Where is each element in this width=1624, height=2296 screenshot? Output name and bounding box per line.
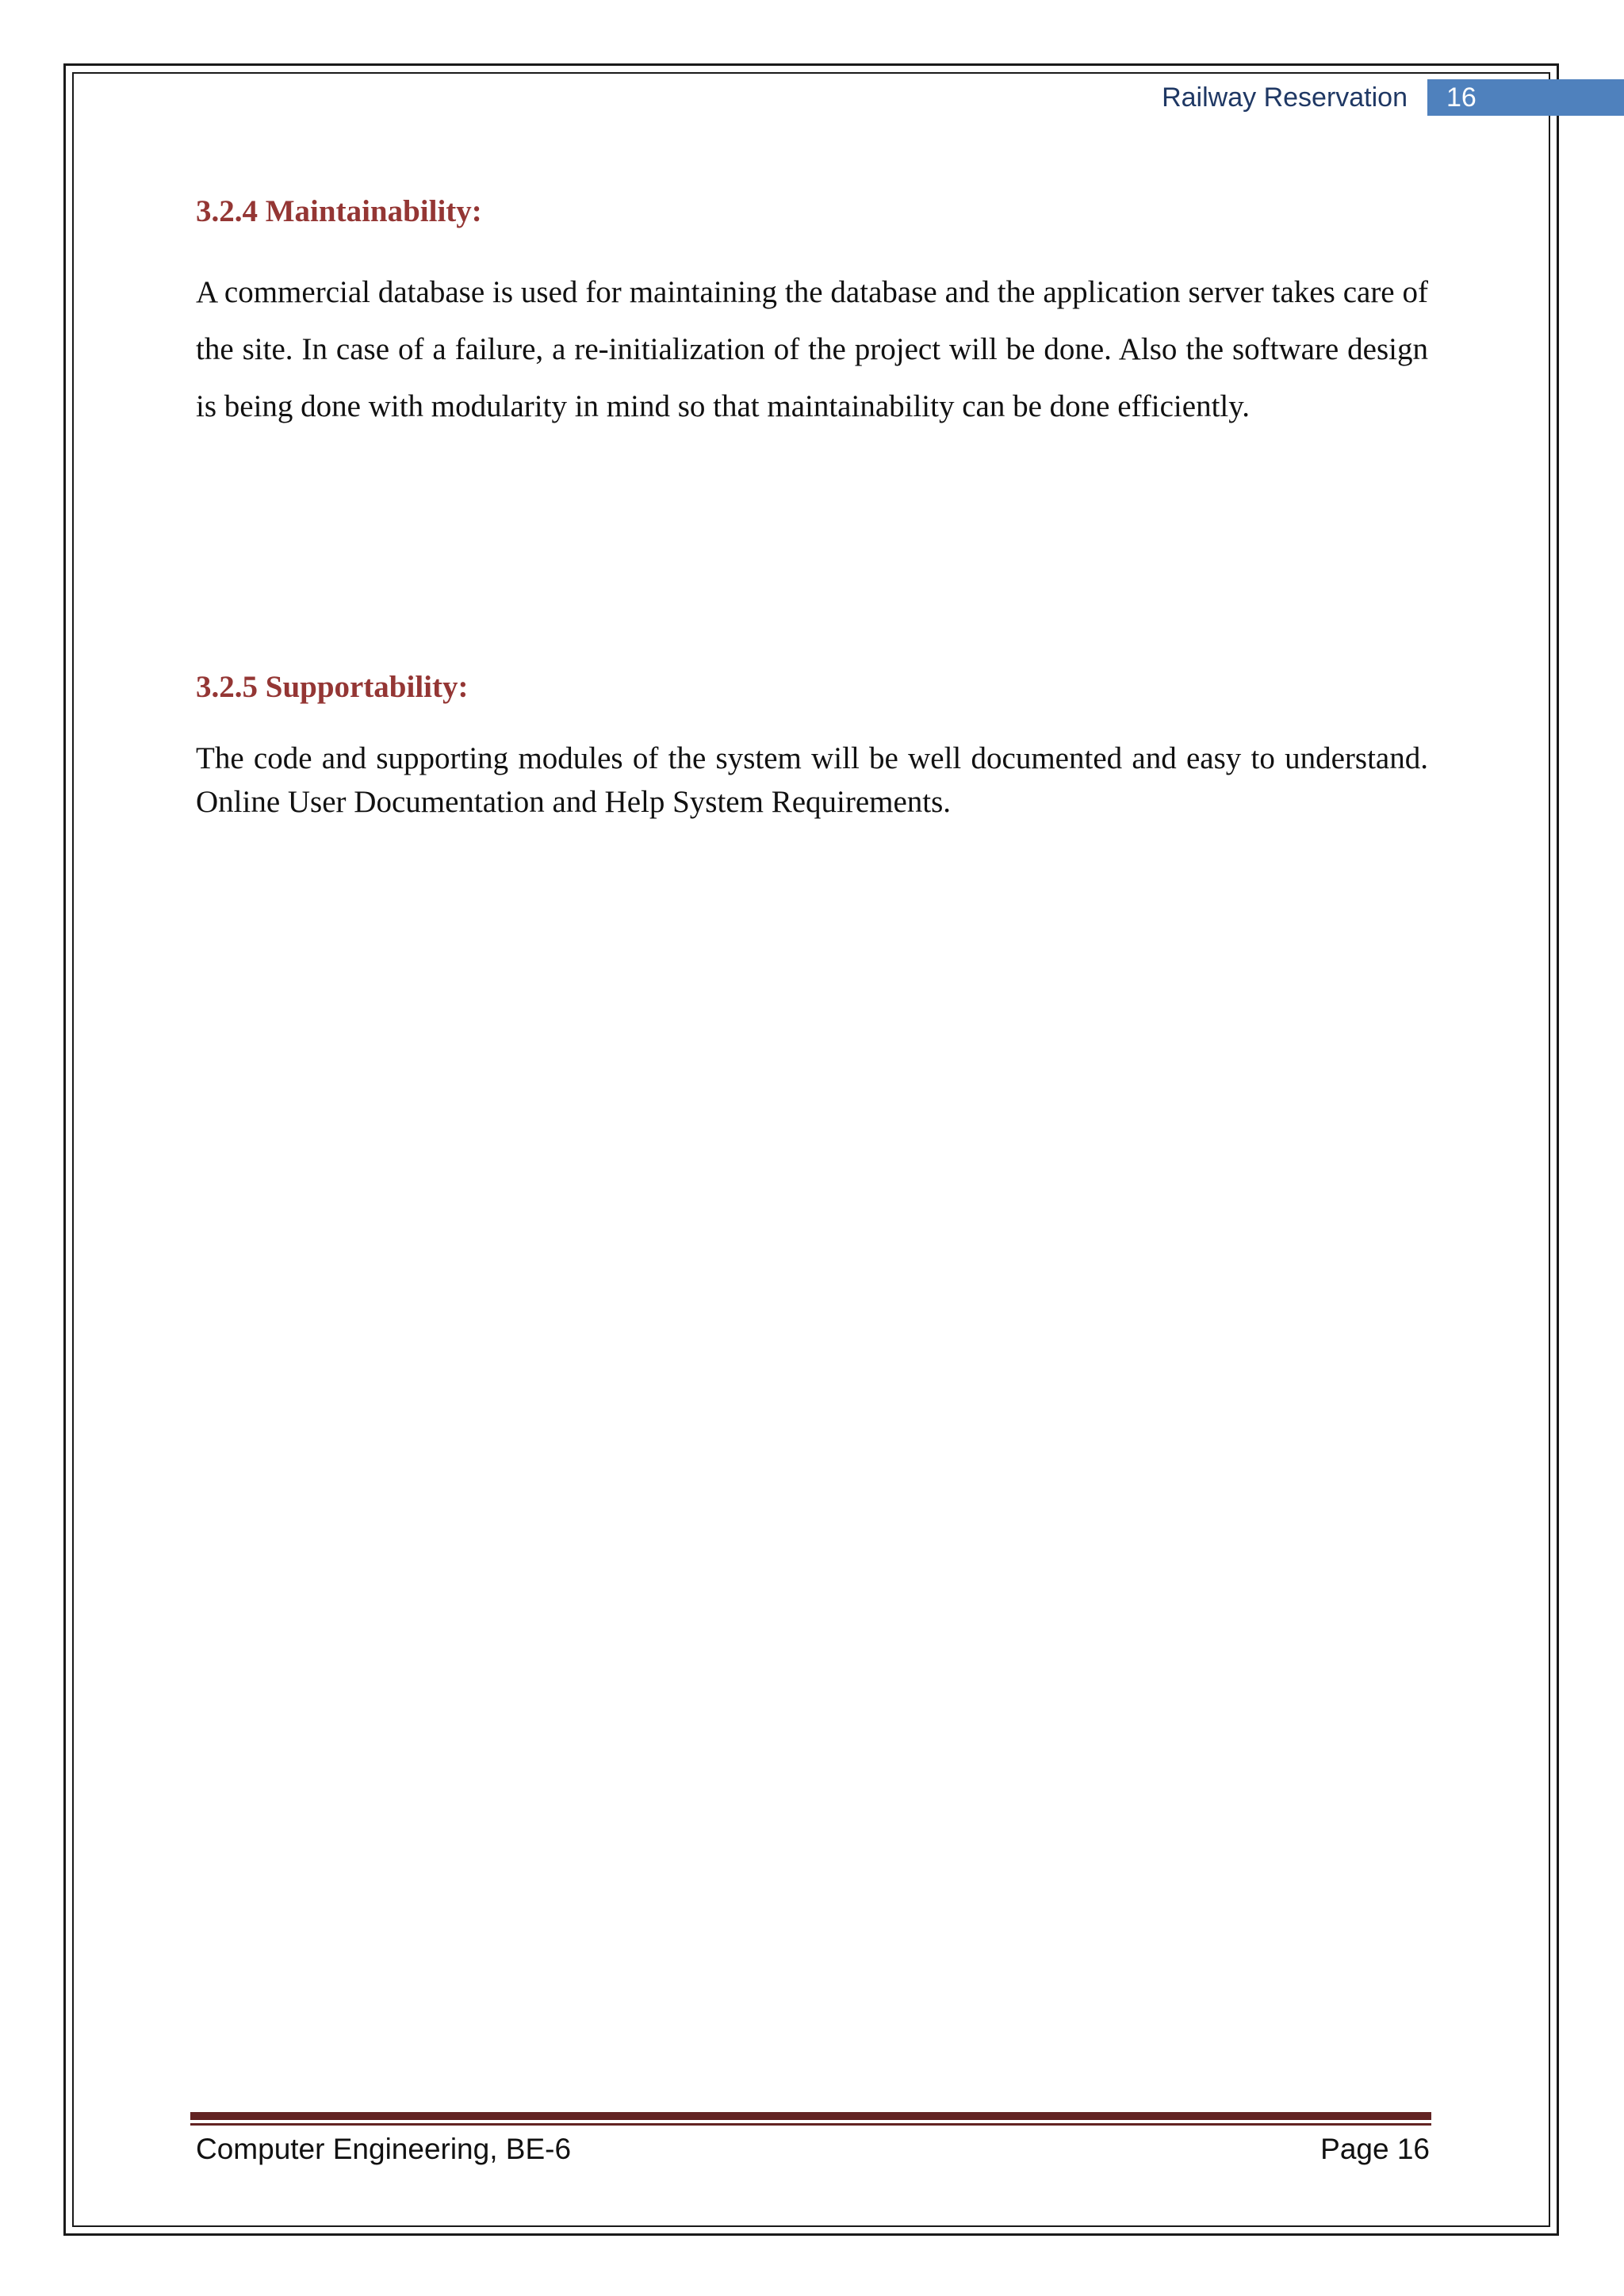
footer-page-number: Page 16 (1320, 2133, 1430, 2165)
section-maintainability (196, 193, 1428, 435)
section-heading: 3.2.5 Supportability: (196, 670, 469, 704)
section-paragraph: The code and supporting modules of the system will be well documented and easy to understand. Online User Documentation and Help System Requirements. (196, 741, 1428, 819)
footer-department: Computer Engineering, BE-6 (196, 2133, 572, 2165)
section-heading: 3.2.4 Maintainability: (196, 194, 482, 228)
section-supportability (196, 669, 1428, 824)
footer-rule-thick (190, 2112, 1431, 2120)
section-paragraph: A commercial database is used for maintaining the database and the application server takes care of the site. In case of a failure, a re-initialization of the project will be done. Also the software design is being done with modularity in mind so that maintainability can be done efficiently. (196, 275, 1428, 423)
footer-rule-thin (190, 2123, 1431, 2126)
header-title: Railway Reservation (1162, 82, 1408, 113)
header-page-badge: 16 (1427, 79, 1624, 116)
